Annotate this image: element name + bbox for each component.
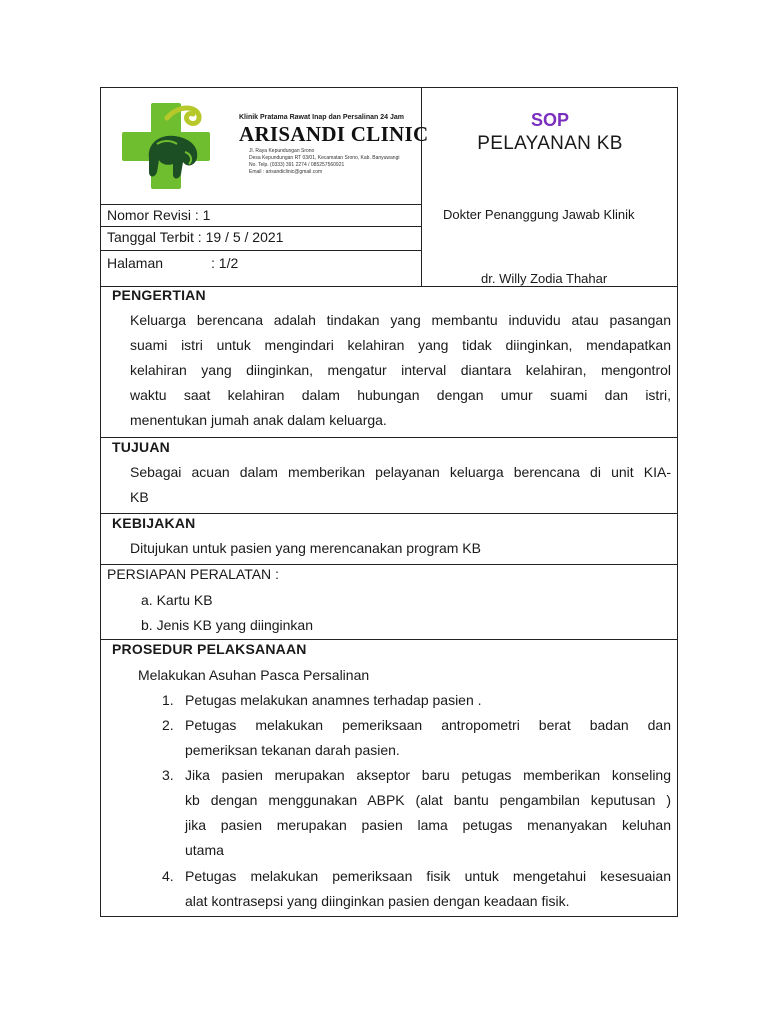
step-number: 2.: [162, 717, 174, 733]
clinic-logo: [119, 100, 429, 194]
divider: [101, 437, 677, 438]
divider: [101, 250, 421, 251]
step-line: utama: [185, 842, 224, 858]
step-number: 1.: [162, 692, 174, 708]
sop-label: SOP: [530, 110, 569, 130]
step-line: jika pasien merupakan pasien lama petugas menanyakan keluhan: [185, 817, 671, 833]
page-label: Halaman: [107, 255, 164, 271]
procedure-intro: Melakukan Asuhan Pasca Persalinan: [138, 667, 370, 683]
clinic-address: Jl. Raya Kepundungan Srono: [249, 148, 315, 154]
step-line: Jika pasien merupakan akseptor baru petugas memberikan konseling: [185, 767, 671, 783]
list-item: b. Jenis KB yang diinginkan: [141, 617, 313, 633]
paragraph-line: menentukan jumah anak dalam keluarga.: [130, 412, 387, 428]
list-item: a. Kartu KB: [141, 592, 213, 608]
step-line: Petugas melakukan pemeriksaan fisik untuk mengetahui kesesuaian: [185, 868, 671, 884]
issue-date: Tanggal Terbit : 19 / 5 / 2021: [107, 229, 284, 245]
step-number: 3.: [162, 767, 174, 783]
section-heading-kebijakan: KEBIJAKAN: [112, 515, 196, 531]
step-number: 4.: [162, 868, 174, 884]
divider: [101, 204, 421, 205]
page-number: : 1/2: [211, 255, 239, 271]
section-heading-prosedur: PROSEDUR PELAKSANAAN: [112, 641, 307, 657]
elephant-emblem-icon: [127, 100, 217, 192]
clinic-email: Email : arisandiclinic@gmail.com: [249, 169, 323, 175]
section-heading-pengertian: PENGERTIAN: [112, 287, 206, 303]
clinic-phone: No. Telp. (0333) 391 2274 / 085257560921: [249, 162, 345, 168]
sop-document: [100, 87, 678, 917]
clinic-name: ARISANDI CLINIC: [239, 122, 429, 146]
step-line: kb dengan menggunakan ABPK (alat bantu pengambilan keputusan ): [185, 792, 671, 808]
sop-title: PELAYANAN KB: [477, 133, 623, 154]
step-line: Petugas melakukan pemeriksaan antropometri berat badan dan: [185, 717, 671, 733]
section-heading-tujuan: TUJUAN: [112, 439, 170, 455]
paragraph-line: Ditujukan untuk pasien yang merencanakan program KB: [130, 540, 481, 556]
paragraph-line: suami istri untuk mengindari kelahiran yang tidak diinginkan, mendapatkan: [130, 337, 671, 353]
clinic-subtitle: Klinik Pratama Rawat Inap dan Persalinan 24 Jam: [239, 114, 404, 121]
doctor-name: dr. Willy Zodia Thahar: [481, 271, 608, 286]
paragraph-line: waktu saat kelahiran dalam hubungan dengan umur suami dan istri,: [130, 387, 671, 403]
divider: [101, 226, 421, 227]
paragraph-line: Keluarga berencana adalah tindakan yang membantu induvidu atau pasangan: [130, 312, 671, 328]
clinic-address: Desa Kepundungan RT 03/01, Kecamatan Srono, Kab. Banyuwangi: [249, 155, 400, 161]
step-line: pemeriksan tekanan darah pasien.: [185, 742, 400, 758]
step-line: alat kontrasepsi yang diinginkan pasien dengan keadaan fisik.: [185, 893, 570, 909]
step-line: Petugas melakukan anamnes terhadap pasien .: [185, 692, 482, 708]
paragraph-line: kelahiran yang diinginkan, mengatur interval diantara kelahiran, mengontrol: [130, 362, 671, 378]
paragraph-line: Sebagai acuan dalam memberikan pelayanan keluarga berencana di unit KIA-: [130, 464, 671, 480]
section-heading-persiapan: PERSIAPAN PERALATAN :: [107, 566, 279, 582]
paragraph-line: KB: [130, 489, 149, 505]
revision-number: Nomor Revisi : 1: [107, 207, 211, 223]
doctor-role: Dokter Penanggung Jawab Klinik: [443, 207, 635, 222]
